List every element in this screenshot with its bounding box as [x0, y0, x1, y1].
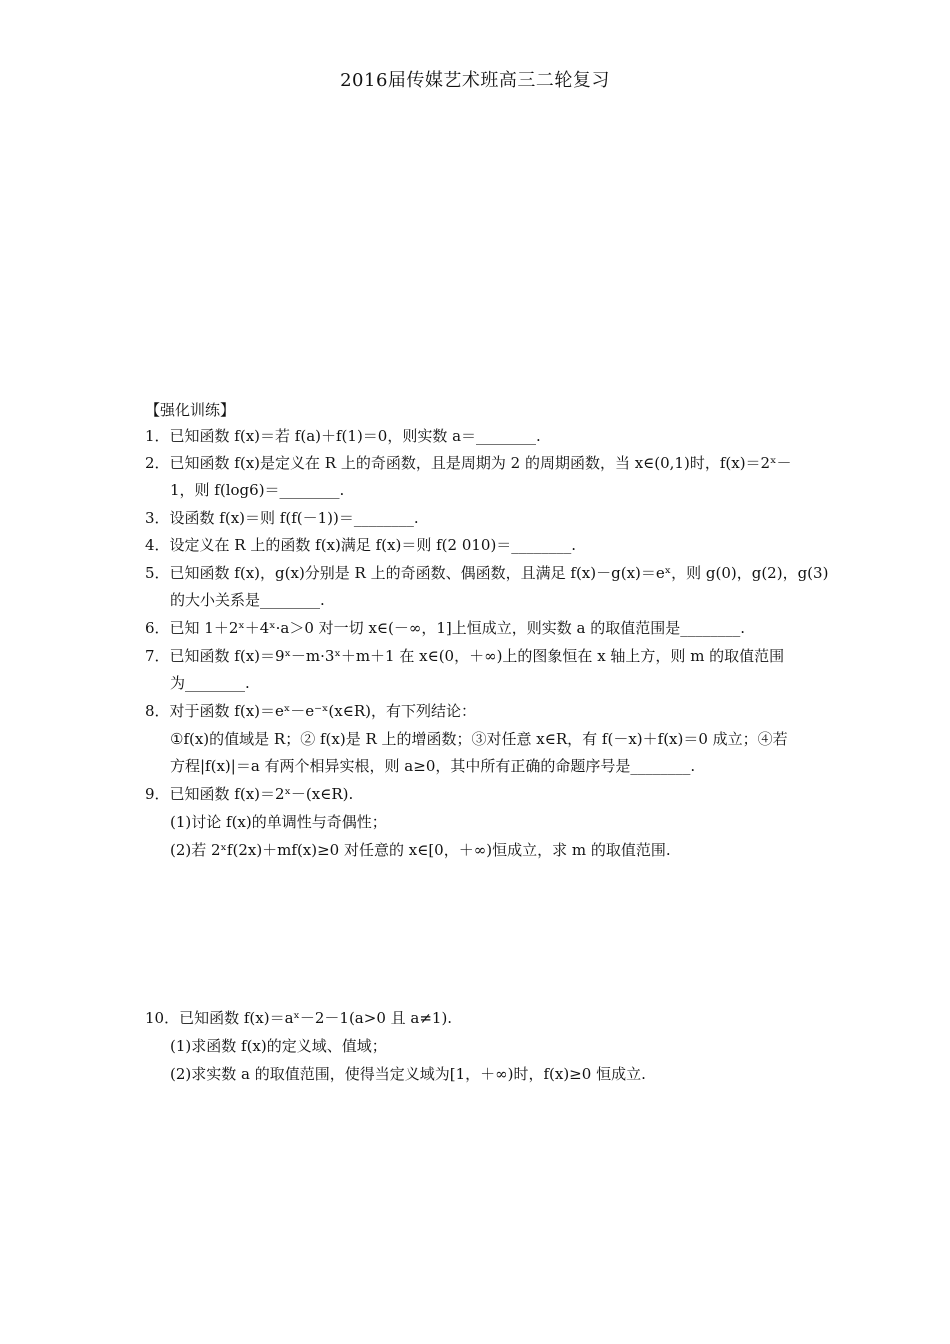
problem-8-cont: 方程|f(x)|＝a 有两个相异实根，则 a≥0，其中所有正确的命题序号是________. — [170, 757, 696, 775]
problem-3: 3．设函数 f(x)＝则 f(f(－1))＝________. — [145, 509, 419, 527]
problem-1: 1．已知函数 f(x)＝若 f(a)＋f(1)＝0，则实数 a＝________. — [145, 427, 541, 445]
problem-9: 9．已知函数 f(x)＝2ˣ－(x∈R). — [145, 785, 354, 803]
problem-4: 4．设定义在 R 上的函数 f(x)满足 f(x)＝则 f(2 010)＝________. — [145, 536, 577, 554]
problem-9-part2: (2)若 2ˣf(2x)＋mf(x)≥0 对任意的 x∈[0，＋∞)恒成立，求 m 的取值范围. — [170, 841, 671, 859]
problem-5-cont: 的大小关系是________. — [170, 591, 325, 609]
problem-10-part1: (1)求函数 f(x)的定义域、值域； — [170, 1037, 387, 1055]
page-title: 2016届传媒艺术班高三二轮复习 — [340, 70, 610, 91]
section-heading: 【强化训练】 — [145, 401, 236, 419]
problem-6: 6．已知 1＋2ˣ＋4ˣ·a＞0 对一切 x∈(－∞，1]上恒成立，则实数 a 的取值范围是________. — [145, 619, 746, 637]
problem-8-statements: ①f(x)的值域是 R；② f(x)是 R 上的增函数；③对任意 x∈R，有 f(－x)＋f(x)＝0 成立；④若 — [170, 730, 788, 748]
problem-5: 5．已知函数 f(x)，g(x)分别是 R 上的奇函数、偶函数，且满足 f(x)－g(x)＝eˣ，则 g(0)，g(2)，g(3) — [145, 564, 829, 582]
problem-10: 10．已知函数 f(x)＝aˣ－2－1(a>0 且 a≠1). — [145, 1009, 453, 1027]
problem-2-cont: 1，则 f(log6)＝________. — [170, 481, 345, 499]
problem-7-cont: 为________. — [170, 674, 250, 692]
problem-9-part1: (1)讨论 f(x)的单调性与奇偶性； — [170, 813, 387, 831]
problem-10-part2: (2)求实数 a 的取值范围，使得当定义域为[1，＋∞)时，f(x)≥0 恒成立. — [170, 1065, 646, 1083]
problem-8: 8．对于函数 f(x)＝eˣ－e⁻ˣ(x∈R)，有下列结论： — [145, 702, 476, 720]
problem-2: 2．已知函数 f(x)是定义在 R 上的奇函数，且是周期为 2 的周期函数，当 x∈(0,1)时，f(x)＝2ˣ－ — [145, 454, 792, 472]
problem-7: 7．已知函数 f(x)＝9ˣ－m·3ˣ＋m＋1 在 x∈(0，＋∞)上的图象恒在 x 轴上方，则 m 的取值范围 — [145, 647, 785, 665]
